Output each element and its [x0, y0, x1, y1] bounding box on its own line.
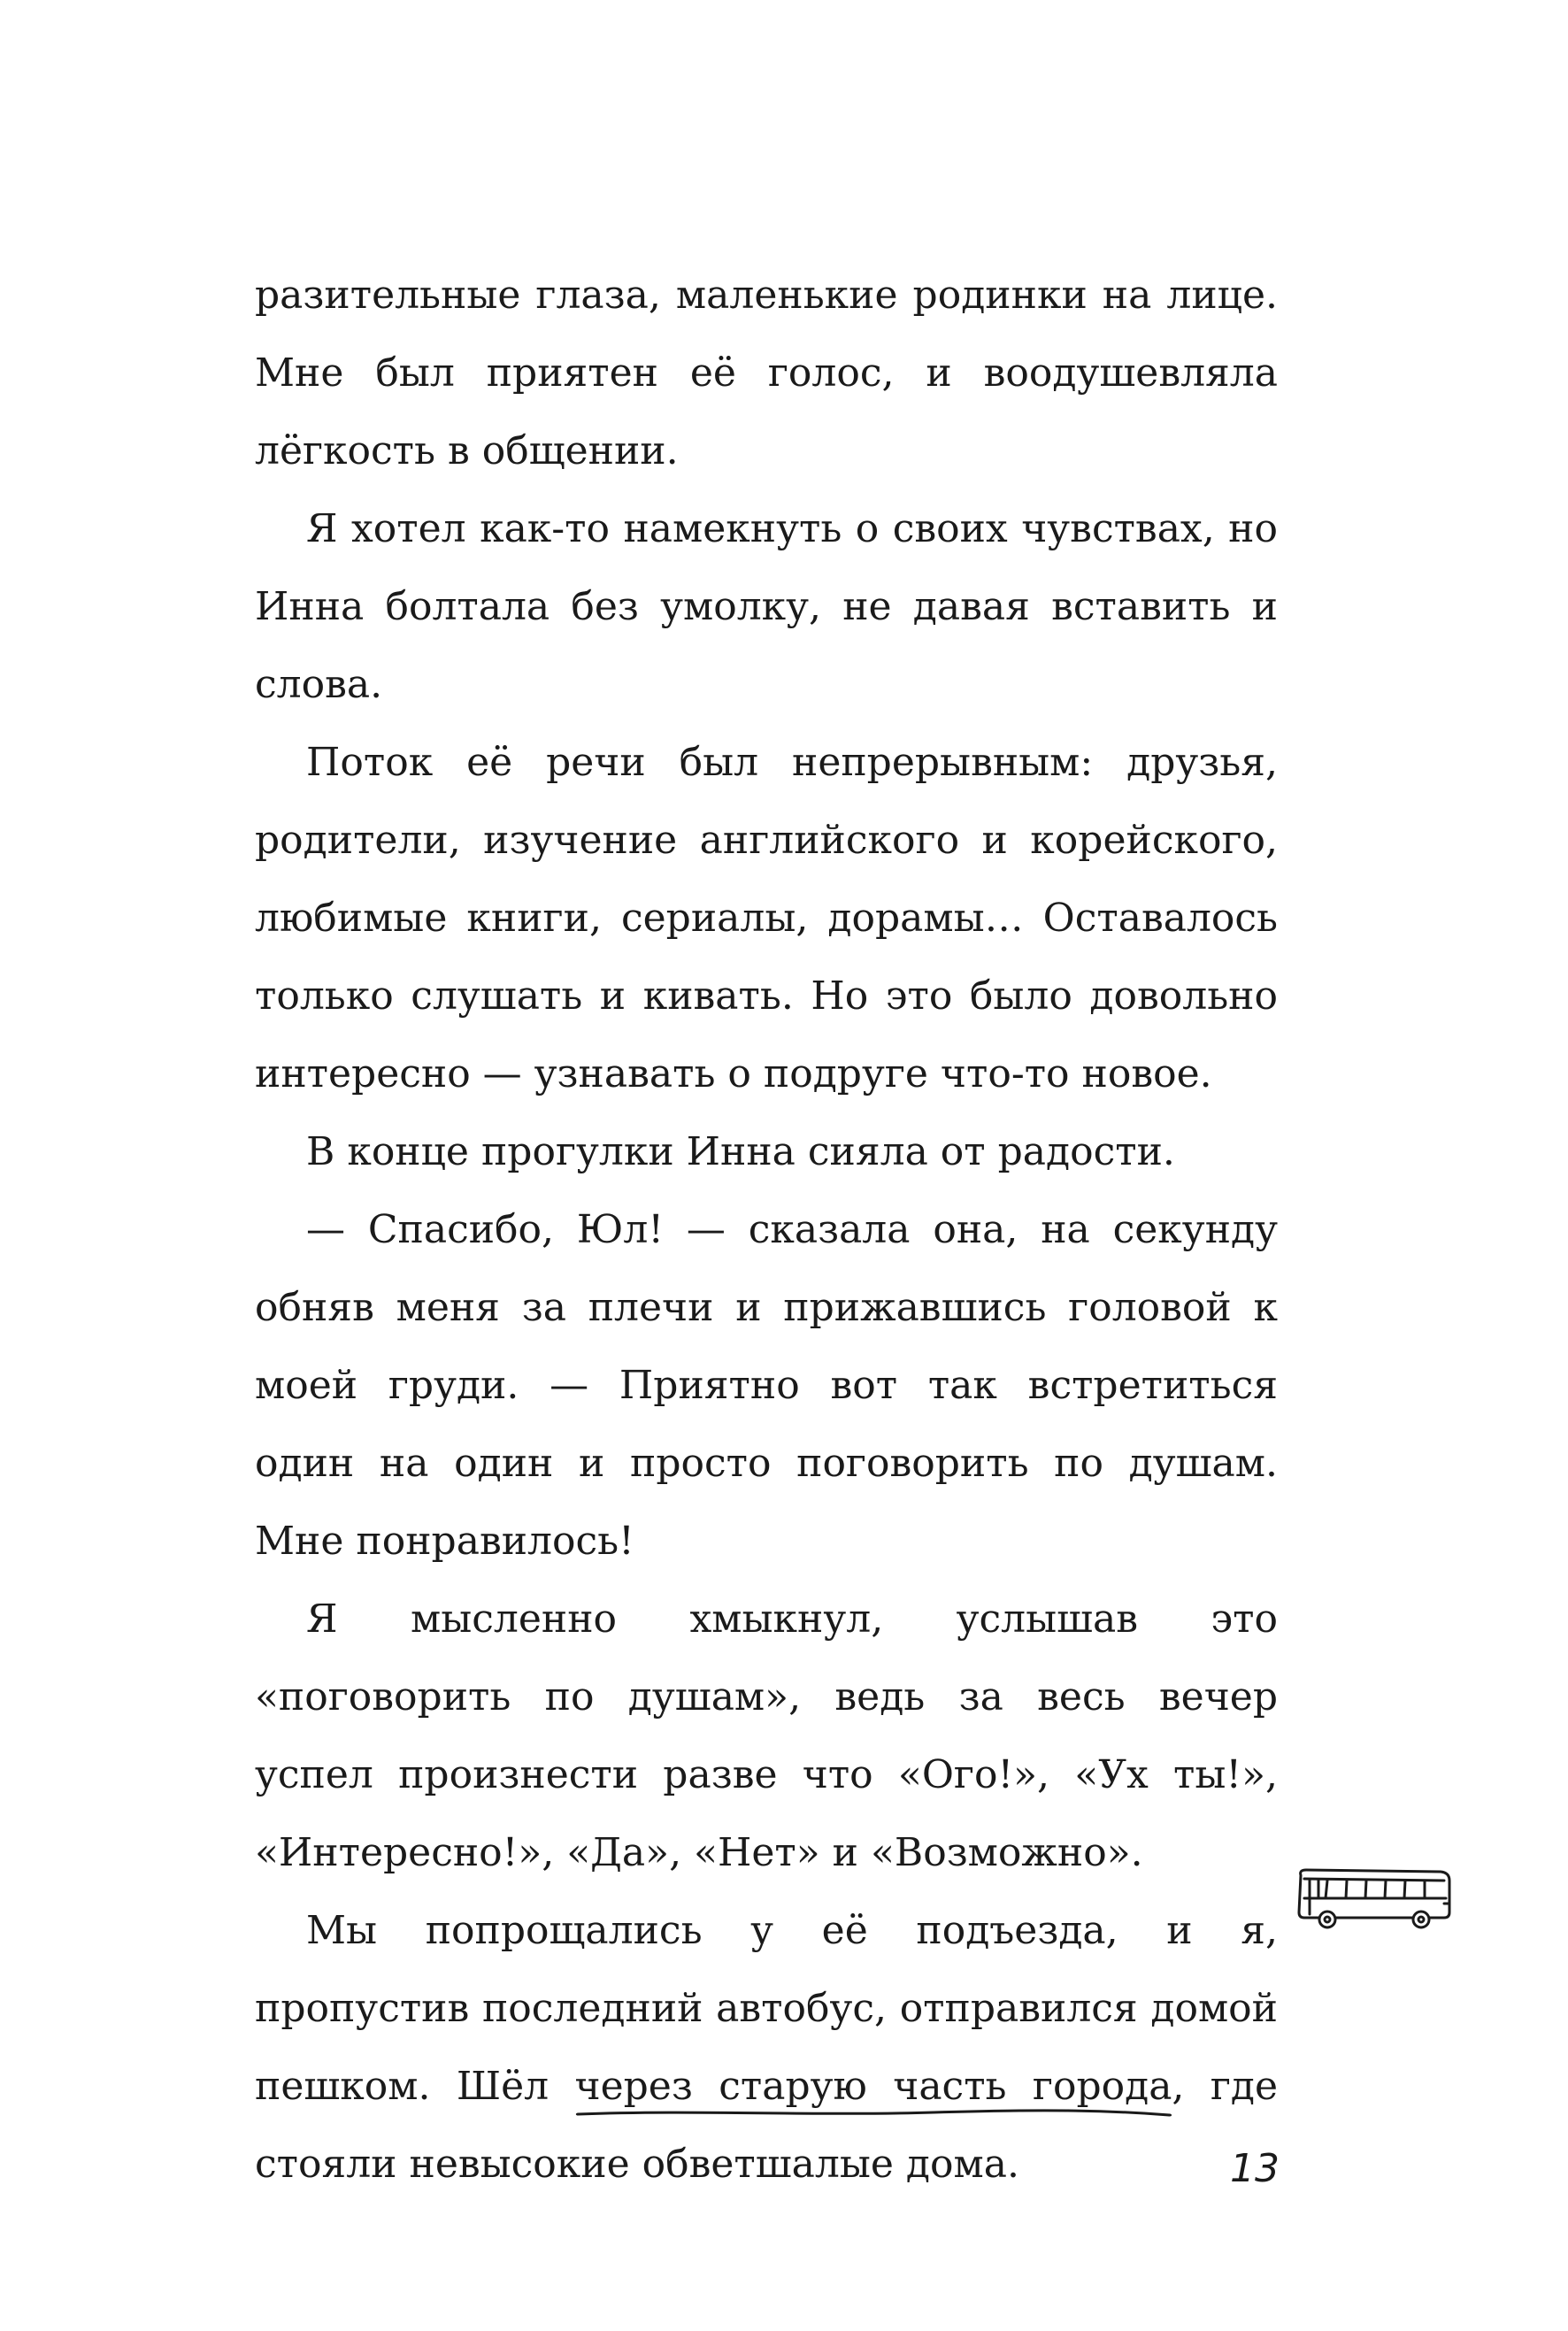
paragraph-7-before: Мы попрощались у её подъезда, и я, пропустив последний автобус, отправился домой пешком. Шёл: [255, 1908, 1278, 2109]
paragraph-5: — Спасибо, Юл! — сказала она, на секунду обняв меня за плечи и прижавшись головой к моей груди. — Приятно вот так встретиться один на один и просто поговорить по душам. Мне понравилось!: [255, 1207, 1278, 1564]
paragraph-1: разительные глаза, маленькие родинки на лице. Мне был приятен её голос, и воодушевляла лёгкость в общении.: [255, 273, 1278, 473]
paragraph-2: Я хотел как-то намекнуть о своих чувствах, но Инна болтала без умолку, не давая вставить и слова.: [255, 506, 1278, 707]
hand-drawn-underline: [575, 2107, 1172, 2119]
underlined-phrase: [575, 2064, 1172, 2109]
page-number: 13: [1230, 2146, 1280, 2191]
bus-icon: [1292, 1863, 1455, 1934]
body-text: [255, 257, 1278, 2204]
paragraph-3: Поток её речи был непрерывным: друзья, родители, изучение английского и корейского, любимые книги, сериалы, дорамы… Оставалось только слушать и кивать. Но это было довольно интересно — узнавать о подруге что-то новое.: [255, 740, 1278, 1096]
underlined-phrase-text: через старую часть города: [574, 2064, 1172, 2109]
paragraph-4: В конце прогулки Инна сияла от радости.: [306, 1129, 1175, 1174]
paragraph-7-after: , где стояли невысокие обветшалые дома.: [255, 2064, 1278, 2187]
paragraph-7: [255, 1892, 1278, 2204]
paragraph-6: Я мысленно хмыкнул, услышав это «поговорить по душам», ведь за весь вечер успел произнести разве что «Ого!», «Ух ты!», «Интересно!», «Да», «Нет» и «Возможно».: [255, 1596, 1278, 1875]
